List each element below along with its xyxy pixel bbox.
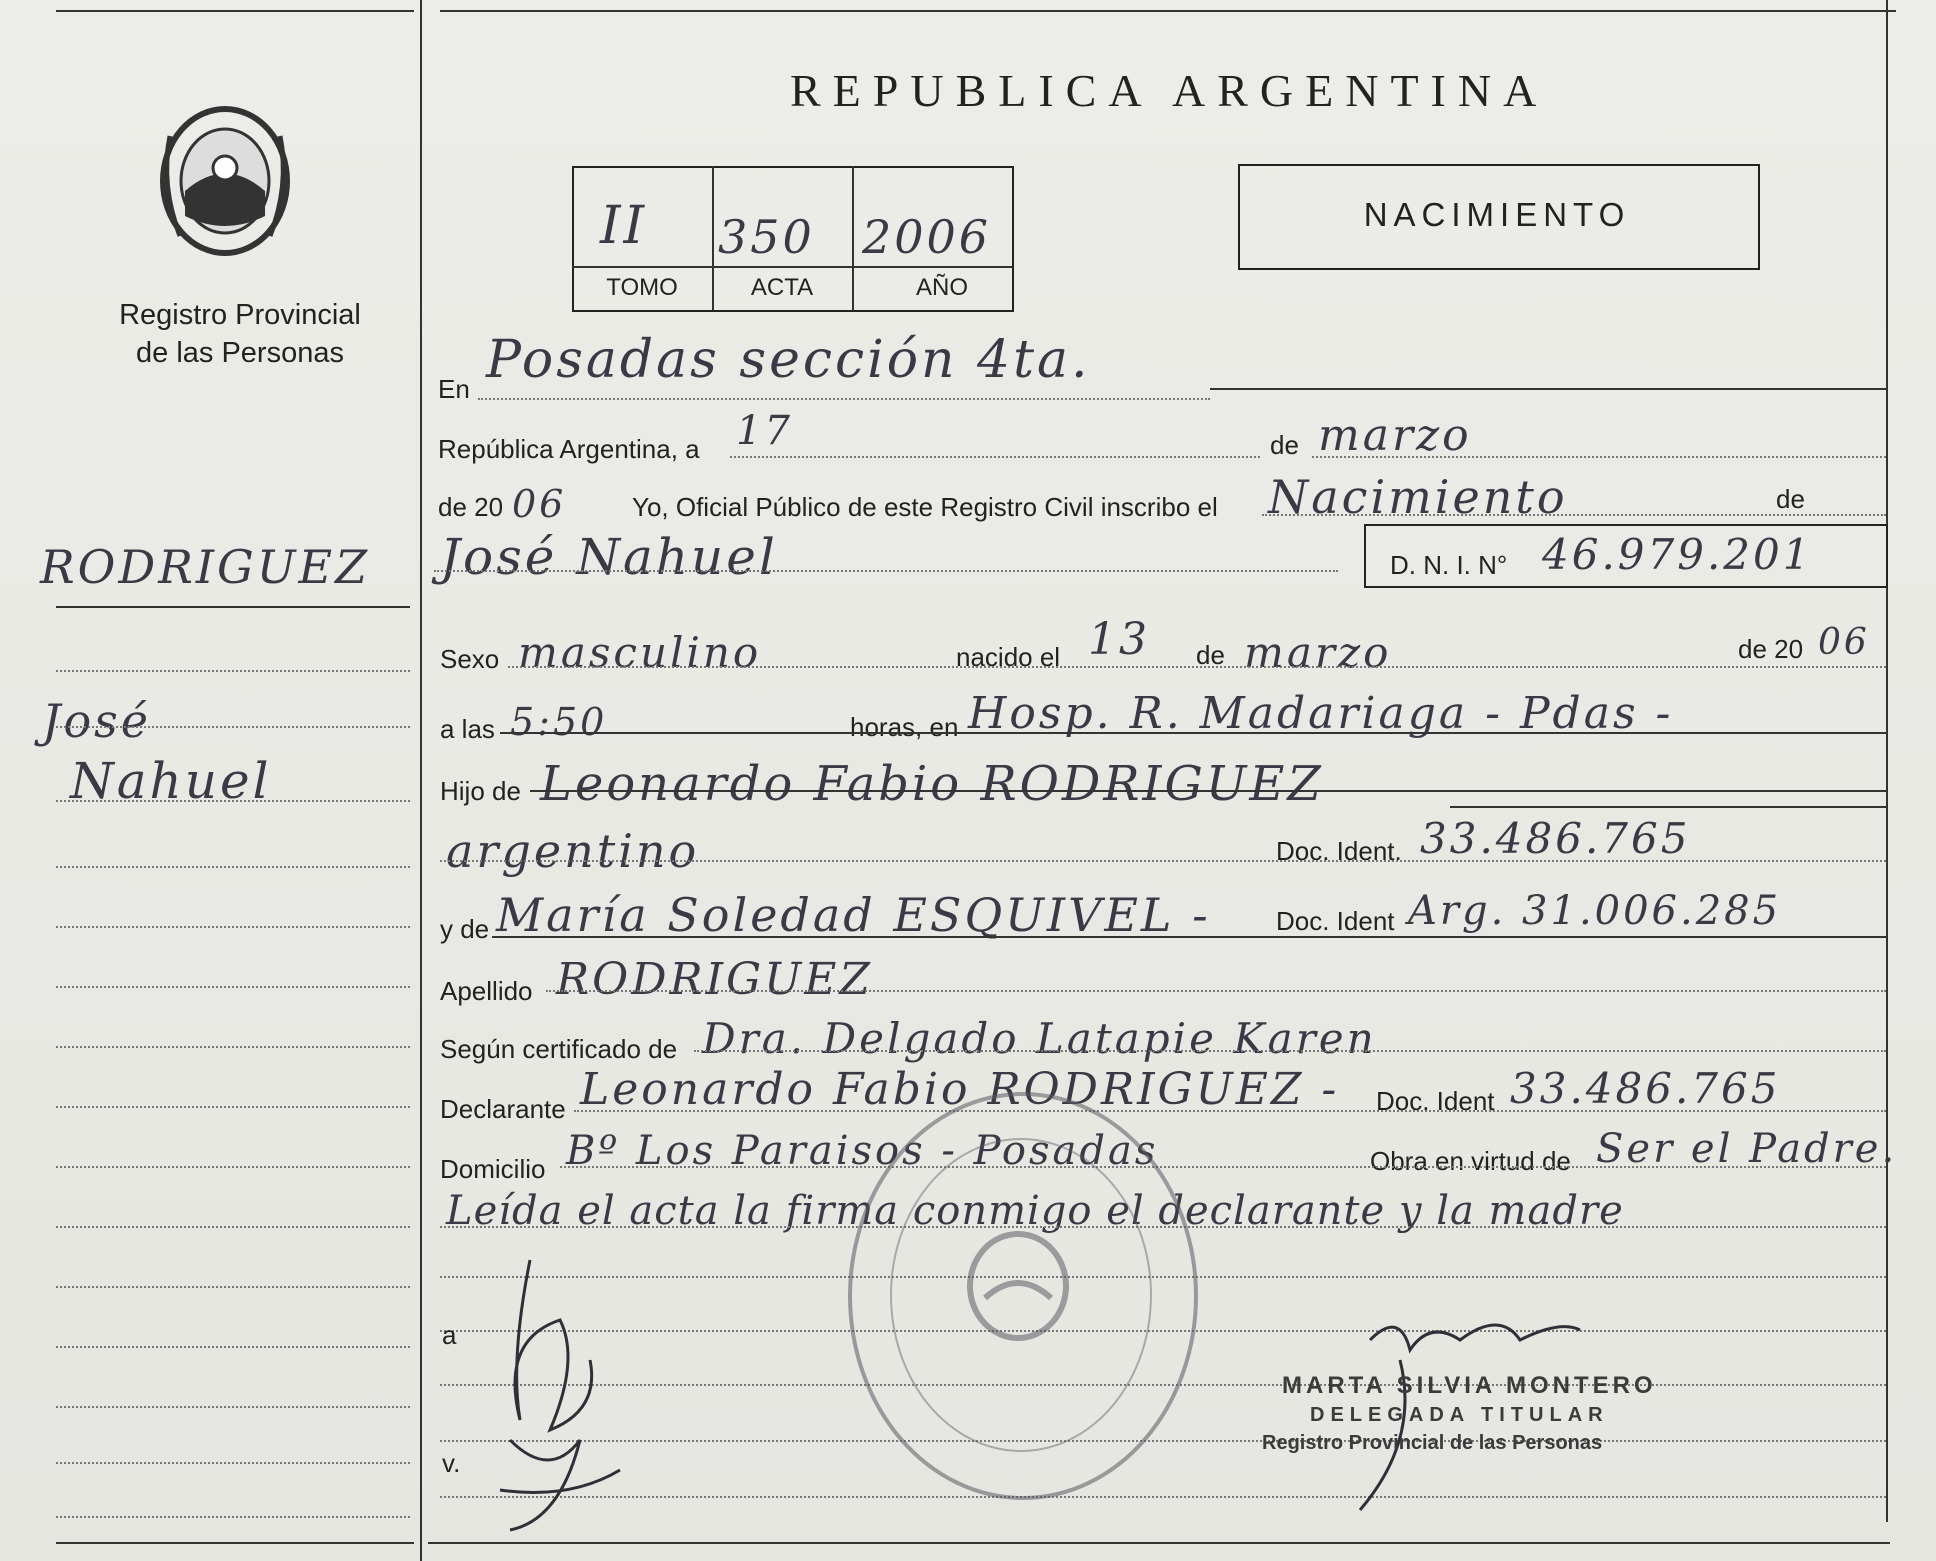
line-en: [478, 398, 1210, 400]
label-domicilio: Domicilio: [440, 1154, 546, 1184]
margin-given1: José: [42, 694, 151, 748]
line-mes: [1312, 456, 1886, 458]
line-madre: [492, 936, 1886, 938]
value-mes: marzo: [1318, 410, 1472, 461]
label-de20: de 20: [438, 492, 504, 522]
label-doc3: Doc. Ident: [1376, 1086, 1495, 1116]
value-apellido: RODRIGUEZ: [556, 954, 873, 1005]
value-madre: María Soledad ESQUIVEL -: [496, 888, 1211, 942]
tomo-value: II: [600, 196, 648, 256]
value-hora: 5:50: [510, 700, 608, 744]
margin-dots: [56, 1166, 410, 1168]
value-lugar: Hosp. R. Madariaga - Pdas -: [968, 688, 1674, 739]
label-a-las: a las: [440, 714, 495, 744]
line-blank: [440, 1440, 1886, 1442]
acta-label: ACTA: [750, 274, 814, 301]
anio-label: AÑO: [915, 274, 968, 301]
margin-dots: [56, 1462, 410, 1464]
margin-dots: [56, 726, 410, 728]
official-role: DELEGADA TITULAR: [1310, 1404, 1609, 1426]
right-border: [1886, 0, 1888, 1522]
anio-value: 2006: [862, 210, 992, 264]
label-declarante: Declarante: [440, 1094, 566, 1124]
right-top-rule: [440, 10, 1896, 12]
bottom-rule-right: [428, 1542, 1890, 1544]
label-de20b: de 20: [1738, 634, 1804, 664]
margin-dots: [56, 1106, 410, 1108]
value-declarante-doc: 33.486.765: [1510, 1064, 1781, 1113]
line-nombre: [434, 570, 1338, 572]
label-segun: Según certificado de: [440, 1034, 678, 1064]
acta-value: 350: [718, 210, 815, 264]
line-en: [1210, 388, 1886, 390]
value-nac-dia: 13: [1088, 614, 1150, 665]
line-dia: [730, 456, 1260, 458]
label-doc1: Doc. Ident.: [1276, 836, 1402, 866]
column-divider: [420, 0, 422, 1561]
value-inscribe: Nacimiento: [1268, 470, 1568, 524]
label-sexo: Sexo: [440, 644, 500, 674]
misiones-seal-icon: [150, 96, 300, 266]
margin-dots: [56, 1286, 410, 1288]
official-office: Registro Provincial de las Personas: [1262, 1432, 1603, 1454]
value-en: Posadas sección 4ta.: [486, 330, 1091, 390]
left-top-rule: [56, 10, 414, 12]
margin-dots: [56, 986, 410, 988]
label-dni: D. N. I. N°: [1390, 550, 1508, 580]
label-a-signature: a: [442, 1320, 457, 1350]
line-declarante: [574, 1110, 1886, 1112]
value-sexo: masculino: [518, 628, 762, 677]
value-nac-mes: marzo: [1244, 628, 1392, 677]
label-obra: Obra en virtud de: [1370, 1146, 1571, 1176]
value-padre: Leonardo Fabio RODRIGUEZ: [540, 756, 1324, 812]
official-name: MARTA SILVIA MONTERO: [1282, 1372, 1657, 1399]
margin-dots: [56, 1226, 410, 1228]
label-de2: de: [1776, 484, 1805, 514]
value-madre-doc: Arg. 31.006.285: [1408, 888, 1782, 934]
value-dia: 17: [736, 408, 793, 454]
margin-dots: [56, 1046, 410, 1048]
bottom-rule-left: [56, 1542, 414, 1544]
value-certificado: Dra. Delgado Latapie Karen: [702, 1014, 1377, 1063]
declarant-signature-icon: [470, 1240, 640, 1540]
margin-dots: [56, 1406, 410, 1408]
margin-surname-rule: [56, 606, 410, 608]
label-horas: horas, en: [850, 712, 959, 742]
line-sexo: [508, 666, 1886, 668]
label-doc2: Doc. Ident: [1276, 906, 1395, 936]
stamp-seal-icon: [960, 1228, 1076, 1344]
label-y-de: y de: [440, 914, 490, 944]
label-apellido: Apellido: [440, 976, 533, 1006]
value-declarante: Leonardo Fabio RODRIGUEZ -: [580, 1064, 1340, 1115]
margin-dots: [56, 670, 410, 672]
registry-type: NACIMIENTO: [1363, 196, 1631, 233]
page-title: REPUBLICA ARGENTINA: [790, 65, 1549, 116]
label-de: de: [1270, 430, 1299, 460]
margin-dots: [56, 1516, 410, 1518]
label-republica: República Argentina, a: [438, 434, 700, 464]
line-padre: [530, 790, 1886, 792]
margin-given2: Nahuel: [70, 752, 272, 810]
line-blank: [440, 1496, 1886, 1498]
registry-line1: Registro Provincial: [119, 299, 361, 331]
label-de3: de: [1196, 640, 1225, 670]
label-yo: Yo, Oficial Público de este Registro Civil inscribo el: [632, 492, 1218, 522]
margin-dots: [56, 926, 410, 928]
line-inscribe: [1262, 514, 1886, 516]
value-nota: Leída el acta la firma conmigo el declarante y la madre: [446, 1188, 1624, 1234]
registry-name: [60, 296, 420, 372]
margin-dots: [56, 800, 410, 802]
value-dni: 46.979.201: [1542, 530, 1813, 579]
line-certificado: [694, 1050, 1886, 1052]
line-apellido: [546, 990, 1886, 992]
value-padre-nac: argentino: [446, 824, 700, 878]
value-anio-suffix: 06: [512, 482, 567, 526]
label-nacido: nacido el: [956, 642, 1061, 672]
value-domicilio: Bº Los Paraisos - Posadas: [566, 1128, 1159, 1174]
grid-divider: [572, 266, 1012, 268]
grid-divider: [852, 166, 854, 310]
tomo-label: TOMO: [606, 274, 678, 301]
label-en: En: [438, 374, 470, 404]
margin-surname: RODRIGUEZ: [40, 540, 371, 594]
value-nombre: José Nahuel: [440, 528, 778, 586]
value-obra: Ser el Padre.: [1596, 1126, 1898, 1172]
line-padre-2: [1450, 806, 1886, 808]
margin-dots: [56, 1346, 410, 1348]
value-padre-doc: 33.486.765: [1420, 814, 1691, 863]
line-padre-nac: [440, 860, 1886, 862]
margin-dots: [56, 866, 410, 868]
registry-line2: de las Personas: [136, 337, 344, 369]
line-domicilio: [560, 1166, 1886, 1168]
label-hijo: Hijo de: [440, 776, 521, 806]
label-v-signature: v.: [442, 1448, 461, 1478]
value-nac-anio: 06: [1818, 622, 1870, 663]
line-lugar: [500, 732, 1886, 734]
